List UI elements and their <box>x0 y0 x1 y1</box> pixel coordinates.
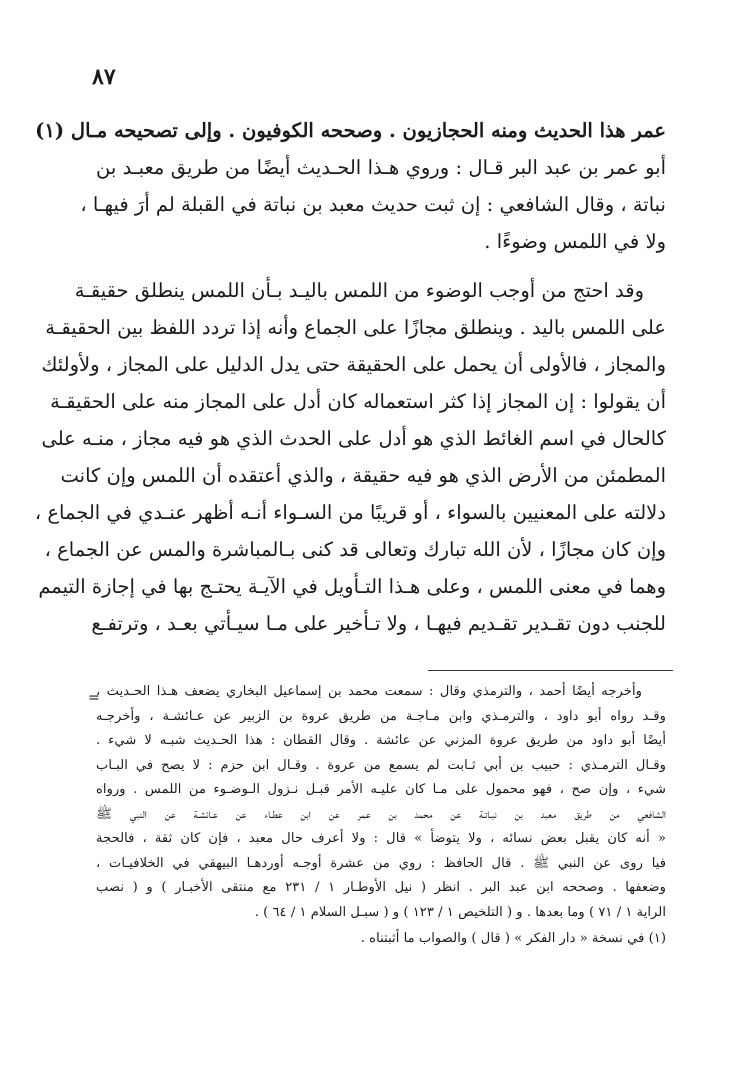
footnotes <box>96 680 666 952</box>
footnote-line: الشافعي من طريق معبد بن نبـاتـة عن محمد بن عمر عن ابن عطـاء عن عـائشـة عن النبي ﷺ <box>96 806 666 822</box>
footnote-line: وأخرجه أيضًا أحمد ، والترمذي وقال : سمعت محمد بن إسماعيل البخاري يضعف هـذا الحـديث ، <box>96 684 642 699</box>
text-line: عمر هذا الحديث ومنه الحجازيون . وصححه الكوفيون . وإلى تصحيحه مـال (١) <box>35 119 666 142</box>
text-line: ولا في اللمس وضوءًا . <box>484 230 666 253</box>
text-line: وقد احتج من أوجب الوضوء من اللمس باليـد بـأن اللمس ينطلق حقيقـة <box>74 279 644 302</box>
footnote-1: (١) في نسخة « دار الفكر » ( قال ) والصواب ما أثبتناه . <box>360 931 666 946</box>
footnote-line: شيء ، وإن صح ، فهو محمول على مـا كان عليـه الأمر قبـل نـزول الـوضـوء من اللمس . ورواه <box>96 782 666 797</box>
text-line: أبو عمر بن عبد البر قـال : وروي هـذا الحـديث أيضًا من طريق معبـد بن <box>96 156 666 179</box>
continuation-mark: = <box>88 690 100 706</box>
paragraph-2 <box>34 272 666 642</box>
text-line: دلالته على المعنيين بالسواء ، أو قريبًا من السـواء أنـه أظهر عنـدي في الجماع ، <box>34 501 666 524</box>
footnote-line: الراية ١ / ٧١ ) وما بعدها . و ( التلخيص ١ / ١٢٣ ) و ( سبـل السلام ١ / ٦٤ ) . <box>254 904 666 920</box>
text-line: وإن كان مجازًا ، لأن الله تبارك وتعالى قد كنى بـالمباشرة والمس عن الجماع ، <box>44 538 666 561</box>
text-line: المطمئن من الأرض الذي هو فيه حقيقة ، والذي أعتقده أن اللمس وإن كانت <box>60 464 666 487</box>
footnote-line: وضعفها . وصححه ابن عبد البر . انظر ( نيل الأوطـار ١ / ٢٣١ مع منتقى الأخبـار ) و ( نصب <box>96 880 666 895</box>
footnote-divider <box>428 670 673 671</box>
footnote-line: وقـال الترمـذي : حبيب بن أبي ثـابت لم يسمع من عروة . وقـال ابن حزم : لا يصح في البـاب <box>96 757 666 773</box>
text-line: على اللمس باليد . وينطلق مجازًا على الجماع وأنه إذا تردد اللفظ بين الحقيقـة <box>45 316 666 339</box>
footnote-line: « أنه كان يقبل بعض نسائه ، ولا يتوضأ » قال : ولا أعرف حال معبد ، فإن كان ثقة ، فالحجة <box>96 831 666 846</box>
footnote-line: أيضًا أبو داود من طريق عروة المزني عن عائشة . وقال القطان : هذا الحـديث شبـه لا شيء . <box>96 733 666 748</box>
text-line: كالحال في اسم الغائط الذي هو أدل على الحدث الذي هو فيه مجاز ، منـه على <box>41 427 666 450</box>
paragraph-1 <box>35 112 666 260</box>
footnote-line: وقـد رواه أبو داود ، والترمـذي وابن مـاجـة من طريق عروة بن الزبير عن عـائشـة ، وأخرجـه <box>96 708 666 724</box>
main-text <box>34 112 666 642</box>
text-line: نباتة ، وقال الشافعي : إن ثبت حديث معبد بن نباتة في القبلة لم أرَ فيهـا ، <box>80 193 666 216</box>
page-number: ٨٧ <box>92 64 116 90</box>
text-line: للجنب دون تقـدير تقـديم فيهـا ، ولا تـأخير على مـا سيـأتي بعـد ، وترتفـع <box>91 612 666 635</box>
text-line: أن يقولوا : إن المجاز إذا كثر استعماله كان أدل على المجاز منه على الحقيقـة <box>50 390 666 413</box>
text-line: والمجاز ، فالأولى أن يحمل على الحقيقة حتى يدل الدليل على المجاز ، ولأولئك <box>41 353 666 376</box>
footnote-line: فيا روى عن النبي ﷺ . قال الحافظ : روي من عشرة أوجـه أوردهـا البيهقي في الخلافيـات ، <box>96 855 666 871</box>
text-line: وهما في معنى اللمس ، وعلى هـذا التـأويل في الآيـة يحتـج بها في إجازة التيمم <box>38 575 666 598</box>
